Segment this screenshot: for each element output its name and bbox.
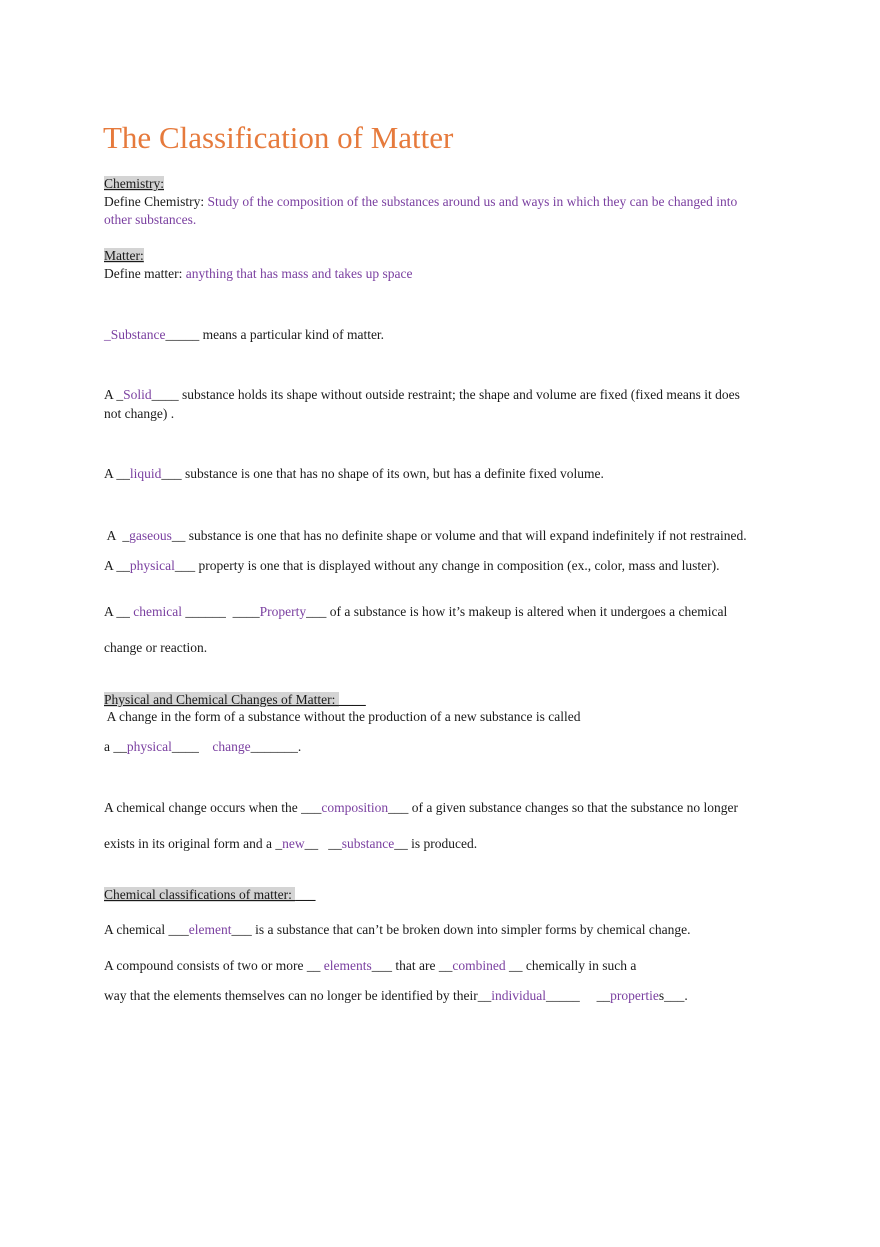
- chemical-property-sentence: [104, 603, 727, 621]
- compound-mid: ___ that are __: [371, 958, 453, 973]
- physical-change-answer-line: [104, 738, 301, 756]
- chemical-property-prefix: A __: [104, 604, 134, 619]
- physical-change-answer-1: physical: [126, 739, 172, 754]
- changes-heading-tail: ____: [338, 692, 366, 707]
- matter-heading-line: [104, 247, 144, 265]
- element-rest: ___ is a substance that can’t be broken down into simpler forms by chemical change.: [231, 922, 691, 937]
- liquid-rest: ___ substance is one that has no shape of its own, but has a definite fixed volume.: [161, 466, 604, 481]
- chemistry-definition-line-2: [104, 211, 196, 229]
- solid-rest: ____ substance holds its shape without outside restraint; the shape and volume are fixed (fixed means it does: [151, 387, 740, 402]
- chemical-change-sentence: [104, 799, 738, 817]
- identified-mid: _____ __: [546, 988, 611, 1003]
- substance-sentence: [104, 326, 384, 344]
- changes-heading: Physical and Chemical Changes of Matter:: [104, 692, 339, 707]
- chemistry-answer: Study of the composition of the substances around us and ways in which they can be changed into: [207, 194, 738, 209]
- new-substance-prefix: exists in its original form and a _: [104, 836, 283, 851]
- solid-prefix: A _: [104, 387, 124, 402]
- identified-rest: ___.: [664, 988, 688, 1003]
- liquid-answer: liquid: [129, 466, 162, 481]
- chemical-change-answer: composition: [321, 800, 389, 815]
- solid-line2: not change) .: [104, 406, 175, 421]
- compound-answer-2: combined: [452, 958, 506, 973]
- substance-rest: _____ means a particular kind of matter.: [165, 327, 385, 342]
- matter-heading: Matter:: [104, 248, 144, 263]
- identified-answer-tail: s: [658, 988, 665, 1003]
- chemical-property-answer-1: chemical: [133, 604, 182, 619]
- chemical-property-line2: change or reaction.: [104, 640, 208, 655]
- solid-sentence: [104, 386, 740, 404]
- compound-prefix: A compound consists of two or more __: [104, 958, 324, 973]
- substance-blank-prefix: _: [104, 327, 111, 342]
- physical-change-rest: _______.: [250, 739, 302, 754]
- compound-sentence: [104, 957, 636, 975]
- physical-change-mid: ____: [171, 739, 213, 754]
- physical-property-prefix: A __: [104, 558, 130, 573]
- solid-sentence-cont: [104, 405, 174, 423]
- new-substance-answer-2: substance: [341, 836, 395, 851]
- gaseous-prefix: A _: [104, 528, 130, 543]
- compound-rest: __ chemically in such a: [505, 958, 637, 973]
- physical-change-prefix: a __: [104, 739, 127, 754]
- liquid-prefix: A __: [104, 466, 130, 481]
- physical-change-line1: A change in the form of a substance without the production of a new substance is called: [104, 709, 581, 724]
- chemical-property-sentence-cont: [104, 639, 207, 657]
- changes-heading-line: [104, 691, 366, 709]
- chemistry-define-label: Define Chemistry:: [104, 194, 208, 209]
- chemistry-heading-line: [104, 175, 164, 193]
- substance-answer: Substance: [110, 327, 166, 342]
- classifications-heading-line: [104, 886, 315, 904]
- physical-change-sentence: [104, 708, 581, 726]
- compound-sentence-cont: [104, 987, 688, 1005]
- chemical-change-rest: ___ of a given substance changes so that the substance no longer: [388, 800, 738, 815]
- liquid-sentence: [104, 465, 604, 483]
- chemistry-answer-cont: other substances.: [104, 212, 197, 227]
- classifications-heading-tail: ___: [295, 887, 316, 902]
- new-substance-answer-1: new: [282, 836, 305, 851]
- chemistry-heading: Chemistry:: [104, 176, 164, 191]
- element-sentence: [104, 921, 690, 939]
- chemical-property-rest: ___ of a substance is how it’s makeup is altered when it undergoes a chemical: [306, 604, 728, 619]
- new-substance-rest: __ is produced.: [394, 836, 478, 851]
- solid-answer: Solid: [123, 387, 152, 402]
- chemical-change-prefix: A chemical change occurs when the ___: [104, 800, 322, 815]
- chemical-property-mid: ______ ____: [182, 604, 260, 619]
- gaseous-answer: gaseous: [129, 528, 172, 543]
- physical-property-rest: ___ property is one that is displayed without any change in composition (ex., color, mass and luster).: [174, 558, 720, 573]
- element-prefix: A chemical ___: [104, 922, 189, 937]
- chemical-change-sentence-cont: [104, 835, 477, 853]
- identified-prefix: way that the elements themselves can no longer be identified by their__: [104, 988, 492, 1003]
- page-title: The Classification of Matter: [103, 120, 454, 155]
- physical-change-answer-2: change: [212, 739, 251, 754]
- new-substance-mid: __ __: [304, 836, 342, 851]
- element-answer: element: [188, 922, 232, 937]
- gaseous-sentence: [104, 527, 747, 545]
- identified-answer-2: propertie: [610, 988, 659, 1003]
- physical-property-sentence: [104, 557, 720, 575]
- chemical-property-answer-2: Property: [259, 604, 307, 619]
- classifications-heading: Chemical classifications of matter:: [104, 887, 296, 902]
- gaseous-rest: __ substance is one that has no definite shape or volume and that will expand indefinitely if not restrained.: [171, 528, 747, 543]
- physical-property-answer: physical: [129, 558, 175, 573]
- matter-answer: anything that has mass and takes up space: [185, 266, 413, 281]
- matter-define-label: Define matter:: [104, 266, 186, 281]
- compound-answer-1: elements: [323, 958, 372, 973]
- identified-answer-1: individual: [491, 988, 547, 1003]
- chemistry-definition-line: [104, 193, 737, 211]
- matter-definition-line: [104, 265, 413, 283]
